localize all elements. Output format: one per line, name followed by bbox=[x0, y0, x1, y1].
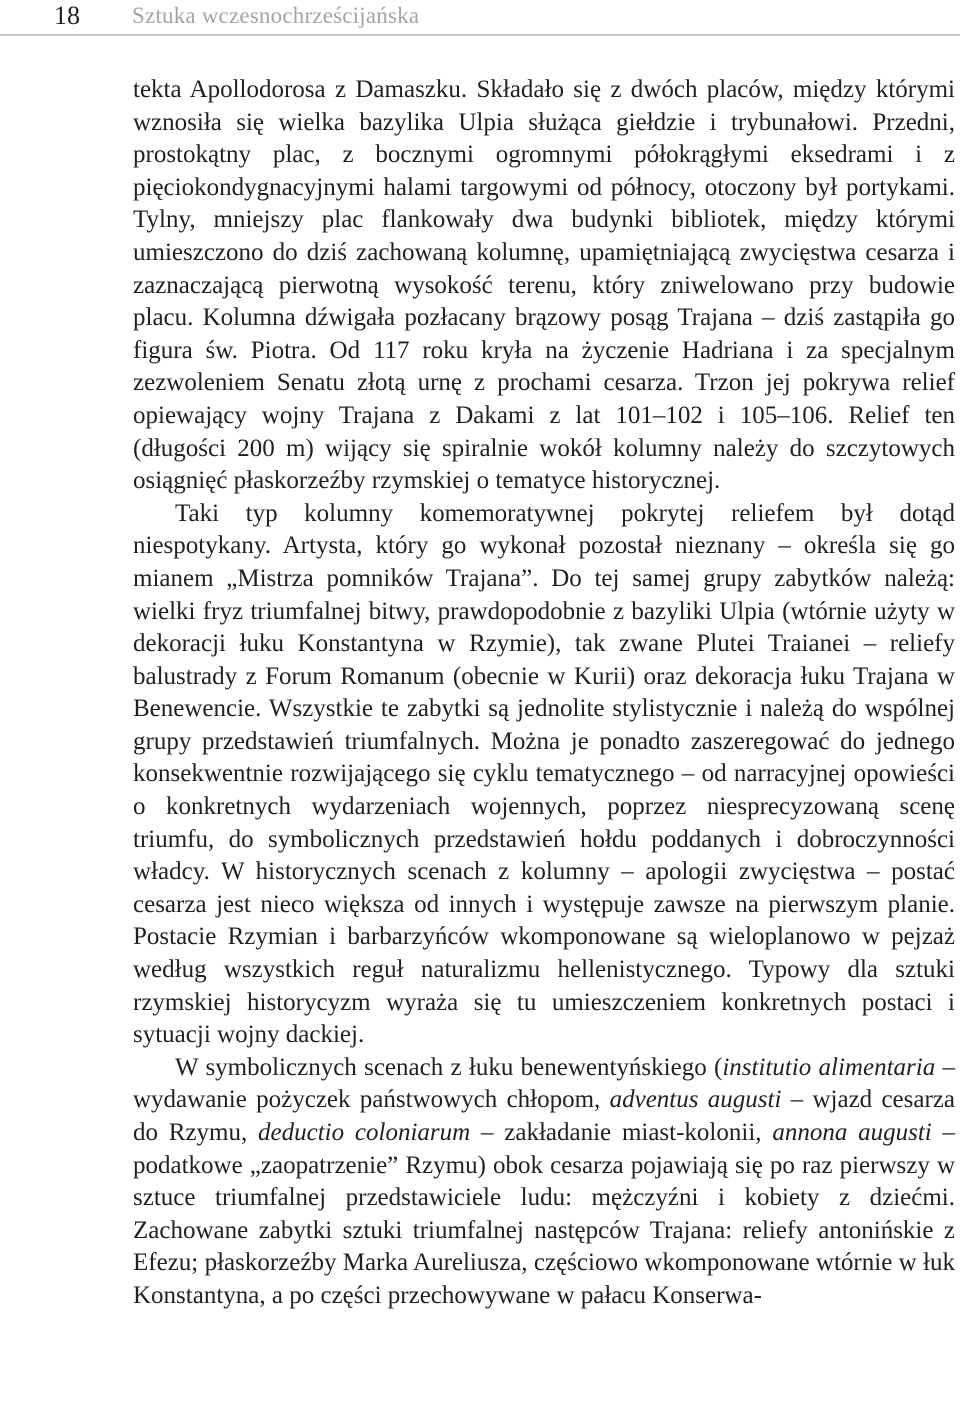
latin-term-institutio-alimentaria: institutio alimentaria bbox=[722, 1053, 936, 1081]
paragraph-3-text: – wydawanie pożyczek państwowych chłopom, bbox=[133, 1053, 955, 1114]
page-header bbox=[0, 0, 960, 44]
paragraph-3-text: – wjazd cesarza do Rzymu, bbox=[133, 1086, 955, 1146]
header-rule bbox=[0, 34, 960, 36]
running-title: Sztuka wczesnochrześcijańska bbox=[132, 3, 420, 28]
page-number: 18 bbox=[54, 1, 80, 30]
paragraph-3-text: – zakładanie miast-kolonii, bbox=[470, 1119, 773, 1146]
paragraph-2: Taki typ kolumny komemoratywnej pokrytej reliefem był dotąd niespotykany. Artysta, który go wykonał pozostał nieznany – określa się go mianem „Mistrza pomników Trajana”. Do tej samej grupy zabytków należą: wielki fryz triumfalnej bitwy, prawdopodobnie z bazyliki Ulpia (wtórnie użyty w dekoracji łuku Konstantyna w Rzymie), tak zwane Plutei Traianei – reliefy balustrady z Forum Romanum (obecnie w Kurii) oraz dekoracja łuku Trajana w Benewencie. Wszystkie te zabytki są jednolite stylistycznie i należą do wspólnej grupy przedstawień triumfalnych. Można je ponadto zaszeregować do jednego konsekwentnie rozwijającego się cyklu tematycznego – od narracyjnej opowieści o konkretnych wydarzeniach wojennych, poprzez niesprecyzowaną scenę triumfu, do symbolicznych przedstawień hołdu poddanych i dobroczynności władcy. W historycznych scenach z kolumny – apologii zwycięstwa – postać cesarza jest nieco większa od innych i występuje zawsze na pierwszym planie. Postacie Rzymian i barbarzyńców wkomponowane są wieloplanowo w pejzaż według wszystkich reguł naturalizmu hellenistycznego. Typowy dla sztuki rzymskiej historycyzm wyraża się tu umieszczeniem konkretnych postaci i sytuacji wojny dackiej. bbox=[133, 499, 955, 1049]
body-text bbox=[133, 74, 955, 1313]
paragraph-3-text: W symbolicznych scenach z łuku benewentyńskiego ( bbox=[175, 1053, 723, 1081]
latin-term-deductio-coloniarum: deductio coloniarum bbox=[258, 1119, 471, 1146]
latin-term-adventus-augusti: adventus augusti bbox=[609, 1086, 782, 1114]
paragraph-3-text: – podatkowe „zaopatrzenie” Rzymu) obok cesarza pojawiają się po raz pierwszy w sztuce triumfalnej przedstawiciele ludu: mężczyźni i kobiety z dziećmi. Zachowane zabytki sztuki triumfalnej następców Trajana: reliefy antonińskie z Efezu; płaskorzeźby Marka Aureliusza, częściowo wkomponowane wtórnie w łuk Konstantyna, a po części przechowywane w pałacu Konserwa- bbox=[133, 1119, 956, 1309]
paragraph-3 bbox=[133, 1052, 955, 1313]
latin-term-annona-augusti: annona augusti bbox=[772, 1119, 932, 1146]
paragraph-1: tekta Apollodorosa z Damaszku. Składało się z dwóch placów, między którymi wznosiła się wielka bazylika Ulpia służąca giełdzie i trybunałowi. Przedni, prostokątny plac, z bocznymi ogromnymi półokrągłymi eksedrami i z pięciokondygnacyjnymi halami targowymi od północy, otoczony był portykami. Tylny, mniejszy plac flankowały dwa budynki bibliotek, między którymi umieszczono do dziś zachowaną kolumnę, upamiętniającą zwycięstwa cesarza i zaznaczającą pierwotną wysokość terenu, który zniwelowano przy budowie placu. Kolumna dźwigała pozłacany brązowy posąg Trajana – dziś zastąpiła go figura św. Piotra. Od 117 roku kryła na życzenie Hadriana i za specjalnym zezwoleniem Senatu złotą urnę z prochami cesarza. Trzon jej pokrywa relief opiewający wojny Trajana z Dakami z lat 101–102 i 105–106. Relief ten (długości 200 m) wijący się spiralnie wokół kolumny należy do szczytowych osiągnięć płaskorzeźby rzymskiej o tematyce historycznej. bbox=[133, 76, 955, 495]
